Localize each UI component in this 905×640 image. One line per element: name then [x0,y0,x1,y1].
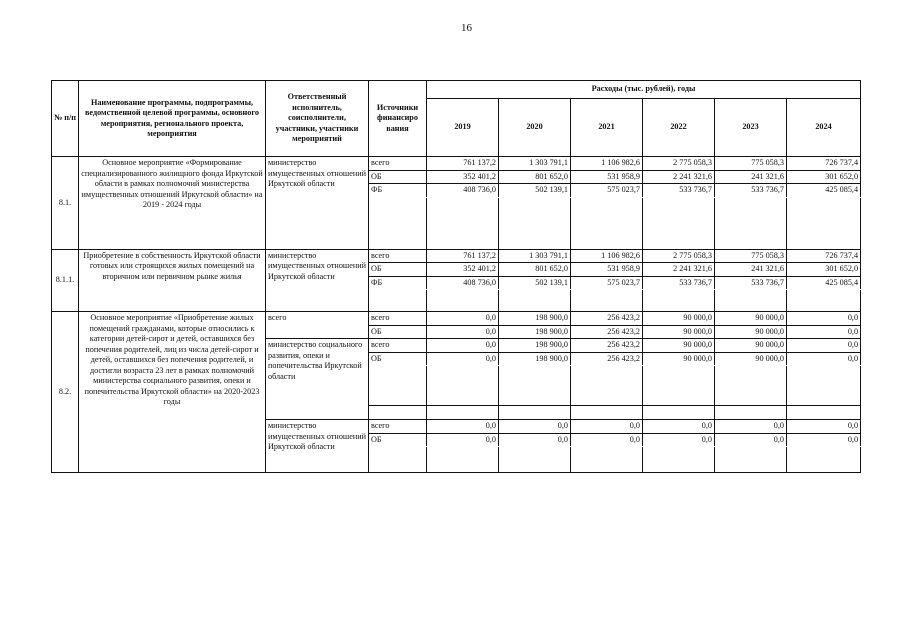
value-cell: 502 139,1 [499,276,571,290]
value-cell: 726 737,4 [787,249,861,263]
value-cell: 0,0 [499,420,571,434]
header-name: Наименование программы, подпрограммы, ведомственной целевой программы, основного мероприятия, регионального проекта, мероприятия [79,81,266,157]
value-cell: 775 058,3 [715,249,787,263]
row-number: 8.2. [52,312,79,473]
table-row [52,249,861,263]
source: всего [369,157,427,171]
value-cell: 801 652,0 [499,263,571,277]
value-cell: 761 137,2 [427,249,499,263]
responsible: министерство имущественных отношений Иркутской области [266,157,369,250]
value-cell: 575 023,7 [571,184,643,198]
value-cell: 0,0 [499,433,571,447]
value-cell: 256 423,2 [571,339,643,353]
value-cell: 352 401,2 [427,170,499,184]
value-cell: 531 958,9 [571,170,643,184]
value-cell: 0,0 [427,325,499,339]
value-cell: 0,0 [427,433,499,447]
value-cell: 90 000,0 [643,312,715,326]
value-cell: 90 000,0 [715,352,787,366]
value-cell: 0,0 [643,433,715,447]
value-cell: 761 137,2 [427,157,499,171]
value-cell: 533 736,7 [643,276,715,290]
value-cell: 533 736,7 [643,184,715,198]
header-year: 2024 [787,99,861,157]
value-cell: 0,0 [427,312,499,326]
value-cell: 2 241 321,6 [643,170,715,184]
source: всего [369,249,427,263]
value-cell: 0,0 [571,433,643,447]
value-cell: 198 900,0 [499,339,571,353]
value-cell: 1 303 791,1 [499,249,571,263]
value-cell: 90 000,0 [643,339,715,353]
value-cell: 726 737,4 [787,157,861,171]
header-expenses: Расходы (тыс. рублей), годы [427,81,861,99]
item-name: Приобретение в собственность Иркутской области готовых или строящихся жилых помещений на вторичном или первичном рынке жилья [79,249,266,312]
value-cell: 0,0 [715,420,787,434]
item-name: Основное мероприятие «Приобретение жилых помещений гражданами, которые относились к категории детей-сирот и детей, оставшихся без попечения родителей, лиц из числа детей-сирот и детей, оставшихся без попечения родителей, и достигли возраста 23 лет в рамках полномочий министерства социального развития, опеки и попечительства Иркутской области» на 2020-2023 годы [79,312,266,473]
header-year: 2020 [499,99,571,157]
value-cell: 0,0 [427,420,499,434]
value-cell: 0,0 [571,420,643,434]
value-cell: 0,0 [427,352,499,366]
value-cell: 2 775 058,3 [643,249,715,263]
item-name: Основное мероприятие «Формирование специализированного жилищного фонда Иркутской области в рамках полномочий министерства имущественных отношений Иркутской области» на 2019 - 2024 годы [79,157,266,250]
source: ОБ [369,170,427,184]
value-cell: 256 423,2 [571,325,643,339]
value-cell: 0,0 [787,325,861,339]
responsible: всего [266,312,369,339]
value-cell: 90 000,0 [643,325,715,339]
responsible: министерство социального развития, опеки и попечительства Иркутской области [266,339,369,420]
header-num: № п/п [52,81,79,157]
source: ОБ [369,433,427,447]
value-cell: 425 085,4 [787,184,861,198]
value-cell: 0,0 [427,339,499,353]
value-cell: 198 900,0 [499,312,571,326]
value-cell: 1 303 791,1 [499,157,571,171]
value-cell: 1 106 982,6 [571,157,643,171]
value-cell: 90 000,0 [715,325,787,339]
value-cell: 801 652,0 [499,170,571,184]
header-responsible: Ответственный исполнитель, соисполнители, участники, участники мероприятий [266,81,369,157]
value-cell: 775 058,3 [715,157,787,171]
value-cell: 408 736,0 [427,184,499,198]
value-cell: 0,0 [643,420,715,434]
responsible: министерство имущественных отношений Иркутской области [266,420,369,473]
source: всего [369,420,427,434]
row-number: 8.1.1. [52,249,79,312]
value-cell: 0,0 [787,433,861,447]
header-year: 2023 [715,99,787,157]
value-cell: 90 000,0 [715,339,787,353]
value-cell: 256 423,2 [571,352,643,366]
header-year: 2022 [643,99,715,157]
source: ФБ [369,184,427,198]
value-cell: 90 000,0 [715,312,787,326]
row-number: 8.1. [52,157,79,250]
value-cell: 575 023,7 [571,276,643,290]
value-cell: 0,0 [787,420,861,434]
source: всего [369,339,427,353]
source: всего [369,312,427,326]
value-cell: 533 736,7 [715,184,787,198]
value-cell: 0,0 [787,352,861,366]
responsible: министерство имущественных отношений Иркутской области [266,249,369,312]
value-cell: 0,0 [715,433,787,447]
value-cell: 198 900,0 [499,325,571,339]
source: ОБ [369,352,427,366]
value-cell: 198 900,0 [499,352,571,366]
source: ОБ [369,325,427,339]
table-row [52,312,861,326]
table-row [52,157,861,171]
value-cell: 301 652,0 [787,263,861,277]
value-cell: 0,0 [787,312,861,326]
value-cell: 531 958,9 [571,263,643,277]
value-cell: 241 321,6 [715,170,787,184]
value-cell: 241 321,6 [715,263,787,277]
value-cell: 2 241 321,6 [643,263,715,277]
value-cell: 1 106 982,6 [571,249,643,263]
page-number: 16 [461,22,472,34]
value-cell: 0,0 [787,339,861,353]
value-cell: 408 736,0 [427,276,499,290]
value-cell: 2 775 058,3 [643,157,715,171]
budget-table [51,80,861,473]
value-cell: 256 423,2 [571,312,643,326]
value-cell: 533 736,7 [715,276,787,290]
source: ОБ [369,263,427,277]
header-year: 2019 [427,99,499,157]
value-cell: 425 085,4 [787,276,861,290]
value-cell: 352 401,2 [427,263,499,277]
header-year: 2021 [571,99,643,157]
source: ФБ [369,276,427,290]
value-cell: 90 000,0 [643,352,715,366]
value-cell: 301 652,0 [787,170,861,184]
value-cell: 502 139,1 [499,184,571,198]
header-source: Источники финансиро вания [369,81,427,157]
